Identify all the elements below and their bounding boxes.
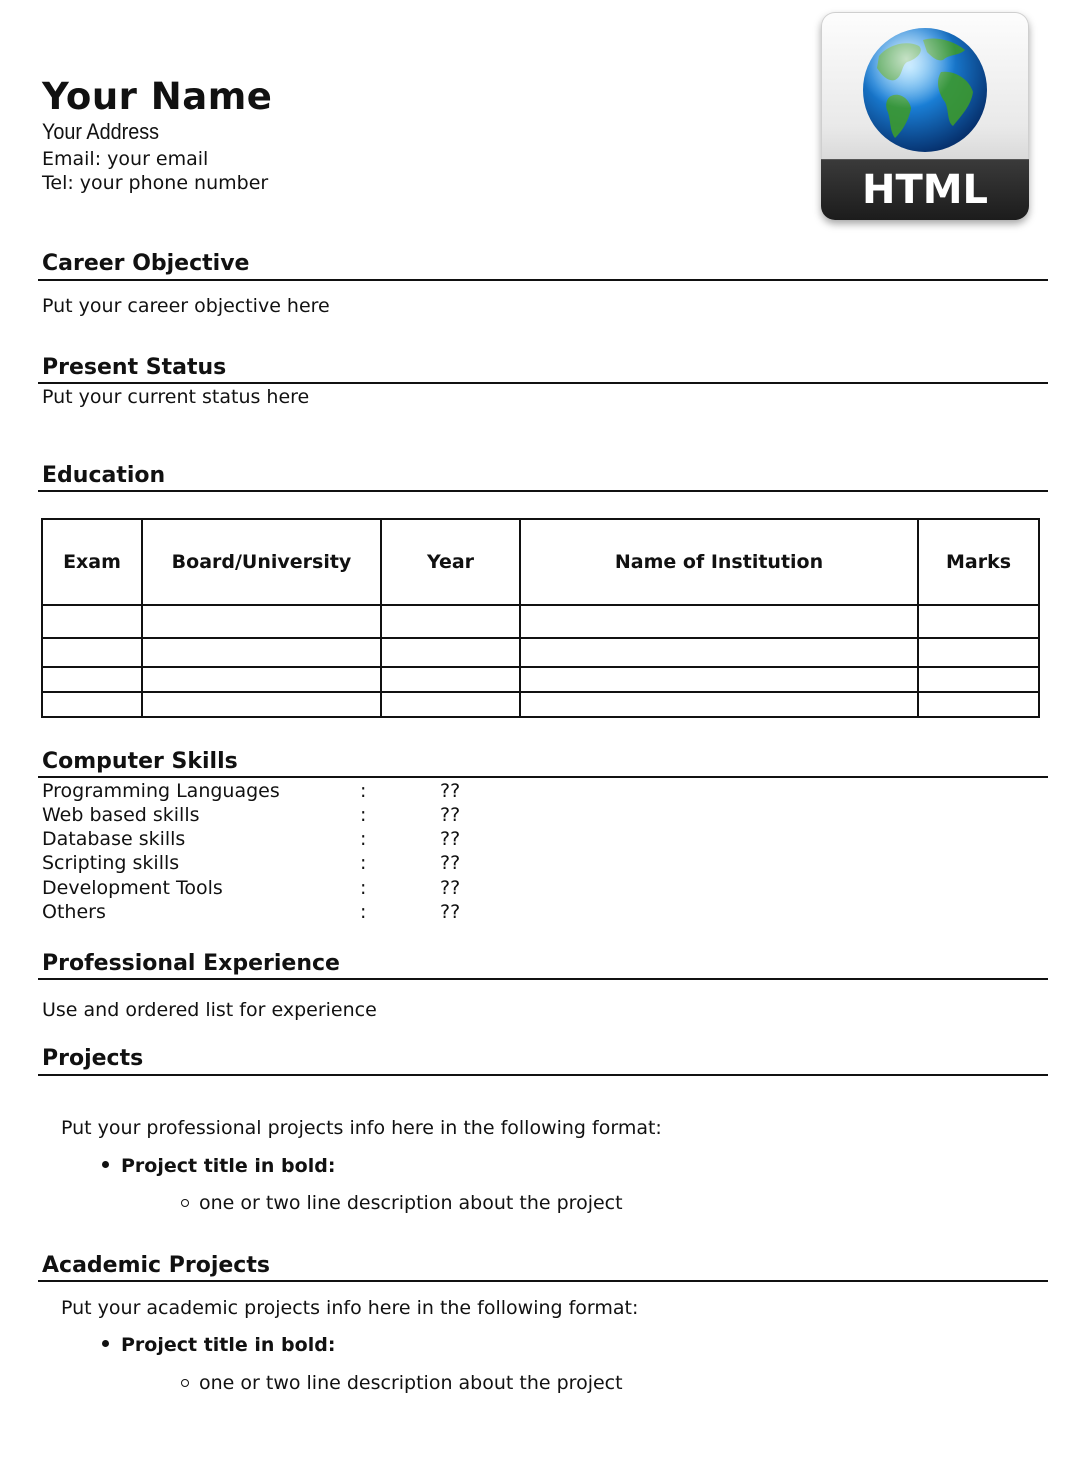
skill-label: Others: [42, 901, 106, 923]
skill-value: ??: [440, 828, 461, 850]
column-header-institution: Name of Institution: [520, 519, 918, 605]
table-row: [42, 667, 1039, 692]
table-cell: [520, 605, 918, 638]
section-divider: [38, 490, 1048, 492]
column-header-exam: Exam: [42, 519, 142, 605]
career-objective-text: Put your career objective here: [42, 295, 330, 317]
candidate-phone: Tel: your phone number: [42, 172, 269, 194]
present-status-title: Present Status: [42, 355, 227, 380]
table-cell: [918, 692, 1039, 717]
bullet-circle-icon: [181, 1199, 189, 1207]
skill-row: [42, 779, 642, 803]
globe-icon: [861, 26, 989, 154]
projects-bullet-item: [102, 1154, 335, 1178]
skill-row: [42, 900, 642, 924]
projects-bullet-text: Project title in bold:: [121, 1155, 336, 1177]
section-divider: [38, 776, 1048, 778]
logo-band: [821, 159, 1029, 220]
candidate-email: Email: your email: [42, 148, 209, 170]
table-cell: [42, 605, 142, 638]
column-header-year: Year: [381, 519, 520, 605]
table-cell: [520, 638, 918, 667]
logo-text: HTML: [861, 167, 989, 213]
candidate-address: Your Address: [42, 119, 160, 144]
bullet-dot-icon: [102, 1161, 109, 1168]
academic-projects-title: Academic Projects: [42, 1253, 270, 1278]
table-cell: [918, 605, 1039, 638]
table-cell: [520, 692, 918, 717]
table-cell: [381, 692, 520, 717]
table-cell: [42, 638, 142, 667]
skill-label: Scripting skills: [42, 852, 180, 874]
skill-label: Programming Languages: [42, 780, 280, 802]
column-header-marks: Marks: [918, 519, 1039, 605]
skill-separator: :: [360, 780, 367, 802]
table-cell: [918, 667, 1039, 692]
table-cell: [918, 638, 1039, 667]
table-cell: [42, 667, 142, 692]
table-cell: [381, 638, 520, 667]
projects-sub-bullet-item: [181, 1191, 623, 1215]
career-objective-title: Career Objective: [42, 251, 250, 276]
academic-projects-sub-bullet-text: one or two line description about the project: [199, 1372, 623, 1394]
academic-projects-sub-bullet-item: [181, 1371, 623, 1395]
professional-experience-text: Use and ordered list for experience: [42, 999, 377, 1021]
skill-row: [42, 851, 642, 875]
table-cell: [520, 667, 918, 692]
skill-separator: :: [360, 804, 367, 826]
skill-row: [42, 827, 642, 851]
professional-experience-title: Professional Experience: [42, 951, 340, 976]
projects-title: Projects: [42, 1046, 144, 1071]
table-cell: [42, 692, 142, 717]
table-row: [42, 692, 1039, 717]
table-row: [42, 638, 1039, 667]
skill-label: Web based skills: [42, 804, 200, 826]
table-cell: [142, 692, 381, 717]
present-status-text: Put your current status here: [42, 386, 310, 408]
section-divider: [38, 1074, 1048, 1076]
skill-value: ??: [440, 901, 461, 923]
skill-separator: :: [360, 852, 367, 874]
skill-separator: :: [360, 828, 367, 850]
column-header-board: Board/University: [142, 519, 381, 605]
section-divider: [38, 1280, 1048, 1282]
skill-row: [42, 876, 642, 900]
skill-value: ??: [440, 804, 461, 826]
table-cell: [381, 667, 520, 692]
skill-row: [42, 803, 642, 827]
skill-separator: :: [360, 901, 367, 923]
academic-projects-intro: Put your academic projects info here in the following format:: [61, 1297, 639, 1319]
academic-projects-bullet-item: [102, 1333, 335, 1357]
education-title: Education: [42, 463, 166, 488]
projects-intro: Put your professional projects info here in the following format:: [61, 1117, 662, 1139]
computer-skills-title: Computer Skills: [42, 749, 238, 774]
section-divider: [38, 279, 1048, 281]
skill-value: ??: [440, 852, 461, 874]
skill-label: Development Tools: [42, 877, 223, 899]
table-cell: [381, 605, 520, 638]
bullet-circle-icon: [181, 1379, 189, 1387]
section-divider: [38, 382, 1048, 384]
html-logo: [821, 12, 1029, 220]
academic-projects-bullet-text: Project title in bold:: [121, 1334, 336, 1356]
table-cell: [142, 667, 381, 692]
table-header-row: [42, 519, 1039, 605]
section-divider: [38, 978, 1048, 980]
skill-separator: :: [360, 877, 367, 899]
education-table: [41, 518, 1040, 718]
table-row: [42, 605, 1039, 638]
table-cell: [142, 605, 381, 638]
table-cell: [142, 638, 381, 667]
skill-value: ??: [440, 877, 461, 899]
projects-sub-bullet-text: one or two line description about the project: [199, 1192, 623, 1214]
bullet-dot-icon: [102, 1340, 109, 1347]
skill-label: Database skills: [42, 828, 186, 850]
skill-value: ??: [440, 780, 461, 802]
candidate-name: Your Name: [42, 75, 273, 118]
